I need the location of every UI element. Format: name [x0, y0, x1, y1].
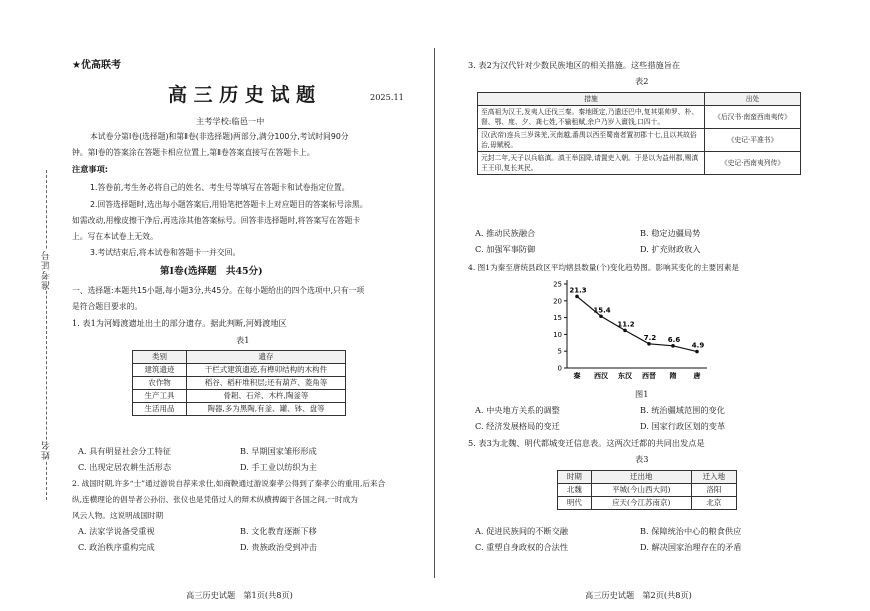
host-school: 主考学校:临邑一中	[196, 116, 265, 126]
q5-option-c: C. 重塑自身政权的合法性	[475, 542, 569, 552]
q4-option-a: A. 中央地方关系的调整	[475, 405, 560, 415]
q2-option-c: C. 政治秩序重构完成	[78, 542, 155, 552]
q2-stem-line-2: 纵,连横理论的倡导者公孙衍、张仪也是凭借过人的辩术纵横捭阖于各国之间,一时成为	[72, 495, 358, 504]
q3-table-title: 表2	[635, 76, 649, 86]
q2-option-a: A. 法家学说备受重视	[78, 526, 155, 536]
y-tick-label: 0	[557, 364, 562, 373]
section-line-2: 是符合题目要求的。	[72, 302, 143, 311]
table-1-header: 类别	[133, 351, 187, 364]
q1-table-title: 表1	[236, 335, 250, 345]
q1-stem: 1. 表1为河姆渡遗址出土的部分遗存。据此判断,河姆渡地区	[72, 318, 287, 328]
section-line-1: 一、选择题:本题共15小题,每小题3分,共45分。在每小题给出的四个选项中,只有一项	[72, 286, 365, 295]
q3-option-d: D. 扩充财政收入	[640, 244, 701, 254]
table-cell: 平城(今山西大同)	[591, 484, 691, 497]
margin-label-name: 姓名	[42, 440, 52, 460]
table-row	[558, 497, 737, 510]
table-cell: 北魏	[558, 484, 592, 497]
table-row	[133, 390, 346, 403]
table-cell: 应天(今江苏南京)	[591, 497, 691, 510]
table-row	[478, 106, 801, 129]
table-row	[558, 484, 737, 497]
page-footer: 高三历史试题 第2页(共8页)	[585, 590, 692, 600]
q4-option-b: B. 统治疆域范围的变化	[640, 405, 725, 415]
intro-line-1: 本试卷分第Ⅰ卷(选择题)和第Ⅱ卷(非选择题)两部分,满分100分,考试时间90分	[90, 132, 349, 141]
table-1	[132, 350, 346, 416]
table-cell: 洛阳	[691, 484, 736, 497]
table-3-header: 迁出地	[591, 471, 691, 484]
q2-stem-line-3: 风云人物。这说明战国时期	[72, 511, 164, 520]
q3-option-a: A. 推动民族融合	[475, 228, 536, 238]
notice-line-2: 2.回答选择题时,选出每小题答案后,用铅笔把答题卡上对应题目的答案标号涂黑。	[90, 200, 368, 209]
q2-stem-line-1: 2. 战国时期,许多“士”通过游说自荐来求仕,如商鞅通过游说秦孝公得到了秦孝公的重用,后来合	[72, 479, 386, 488]
exam-page-2	[435, 0, 870, 611]
table-cell: 生活用品	[133, 403, 187, 416]
q5-table-title: 表3	[635, 454, 649, 464]
notice-line-3: 如需改动,用橡皮擦干净后,再选涂其他答案标号。回答非选择题时,将答案写在答题卡	[72, 216, 361, 225]
table-3	[557, 470, 737, 510]
notice-line-1: 1.答卷前,考生务必将自己的姓名、考生号等填写在答题卡和试卷指定位置。	[90, 183, 350, 192]
exam-date: 2025.11	[370, 92, 404, 102]
x-tick-label: 西晋	[642, 372, 656, 380]
table-row	[133, 403, 346, 416]
margin-label-ticket: 准考证号	[42, 250, 52, 290]
table-cell: 干栏式建筑遗迹,有榫卯结构的木构件	[187, 364, 346, 377]
q1-option-b: B. 早期国家雏形形成	[240, 446, 317, 456]
data-label: 4.9	[691, 341, 705, 350]
page-footer: 高三历史试题 第1页(共8页)	[186, 590, 293, 600]
y-tick-label: 25	[553, 280, 562, 289]
y-tick-label: 15	[553, 314, 562, 323]
data-point	[623, 329, 627, 333]
q1-option-c: C. 出现定居农耕生活形态	[78, 462, 172, 472]
table-cell: 《史记·平准书》	[705, 129, 801, 152]
table-row	[133, 377, 346, 390]
x-tick-label: 隋	[669, 372, 677, 380]
table-cell: 《史记·西南夷列传》	[705, 152, 801, 175]
notice-line-4: 上。写在本试卷上无效。	[72, 232, 158, 241]
q5-option-b: B. 保障统治中心的粮食供应	[640, 526, 742, 536]
y-tick-label: 5	[557, 347, 562, 356]
part-heading: 第Ⅰ卷(选择题 共45分)	[160, 266, 263, 277]
q2-option-d: D. 贵族政治受到冲击	[240, 542, 317, 552]
table-cell: 明代	[558, 497, 592, 510]
table-row	[478, 129, 801, 152]
q5-option-a: A. 促进民族间的不断交融	[475, 526, 568, 536]
table-3-header: 时期	[558, 471, 592, 484]
figure-1-chart	[545, 276, 725, 386]
q3-stem: 3. 表2为汉代针对少数民族地区的相关措施。这些措施旨在	[468, 60, 681, 70]
table-cell: 陶器,多为黑陶,有釜、罐、钵、盘等	[187, 403, 346, 416]
page-title: 高 三 历 史 试 题	[168, 84, 316, 106]
table-2-header: 措施	[478, 93, 705, 106]
q4-option-d: D. 国家行政区划的变革	[640, 421, 726, 431]
x-tick-label: 秦	[573, 372, 581, 380]
y-tick-label: 20	[553, 297, 562, 306]
table-cell: 汉(武帝)连兵三岁诛羌,灭南越,番禺以西至蜀南者置初郡十七,且以其故俗治,毋赋税。	[478, 129, 705, 152]
data-point	[695, 350, 699, 354]
data-label: 15.4	[593, 306, 611, 315]
q5-stem: 5. 表3为北魏、明代都城变迁信息表。这两次迁都的共同出发点是	[468, 438, 705, 448]
x-tick-label: 唐	[693, 372, 701, 380]
data-point	[671, 344, 675, 348]
table-cell: 《后汉书·南蛮西南夷传》	[705, 106, 801, 129]
q2-option-b: B. 文化教育逐渐下移	[240, 526, 317, 536]
table-cell: 至高祖为汉王,发夷人还伐三秦。秦地既定,乃遣还巴中,复其渠帅罗、朴、督、鄂、度、夕、龚七姓,不输租赋,余户乃岁入賨钱,口四十。	[478, 106, 705, 129]
q3-option-b: B. 稳定边疆局势	[640, 228, 701, 238]
brand-label: ★优高联考	[72, 60, 121, 71]
notice-title: 注意事项:	[72, 164, 109, 174]
table-1-header: 遗存	[187, 351, 346, 364]
table-cell: 农作物	[133, 377, 187, 390]
table-cell: 北京	[691, 497, 736, 510]
data-point	[599, 314, 603, 318]
table-cell: 元封二年,天子以兵临滇。滇王举国降,请置吏入朝。于是以为益州郡,赐滇王王印,复长其民。	[478, 152, 705, 175]
q1-option-d: D. 手工业以纺织为主	[240, 462, 317, 472]
data-point	[647, 342, 651, 346]
table-cell: 稻谷、稻秆堆积层;还有葫芦、菱角等	[187, 377, 346, 390]
table-cell: 生产工具	[133, 390, 187, 403]
table-3-header: 迁入地	[691, 471, 736, 484]
data-label: 6.6	[667, 335, 681, 344]
figure-caption: 图1	[635, 389, 649, 399]
data-label: 7.2	[643, 333, 657, 342]
q3-option-c: C. 加强军事防御	[475, 244, 536, 254]
notice-line-5: 3.考试结束后,将本试卷和答题卡一并交回。	[90, 248, 241, 257]
data-label: 11.2	[617, 320, 635, 329]
table-row	[133, 364, 346, 377]
table-2	[477, 92, 801, 175]
x-tick-label: 西汉	[594, 372, 608, 380]
q4-option-c: C. 经济发展格局的变迁	[475, 421, 560, 431]
table-cell: 建筑遗迹	[133, 364, 187, 377]
table-2-header: 出处	[705, 93, 801, 106]
table-row	[478, 152, 801, 175]
q4-stem: 4. 图1为秦至唐统县政区平均辖县数量(个)变化趋势图。影响其变化的主要因素是	[468, 263, 740, 272]
q1-option-a: A. 具有明显社会分工特征	[78, 446, 171, 456]
x-tick-label: 东汉	[618, 372, 632, 380]
intro-line-2: 钟。第Ⅰ卷的答案涂在答题卡相应位置上,第Ⅱ卷答案直接写在答题卡上。	[72, 148, 315, 157]
q5-option-d: D. 解决国家治理存在的矛盾	[640, 542, 742, 552]
data-label: 21.3	[569, 286, 587, 295]
data-point	[575, 295, 579, 299]
table-cell: 骨耜、石斧、木杵,陶釜等	[187, 390, 346, 403]
y-tick-label: 10	[553, 330, 562, 339]
